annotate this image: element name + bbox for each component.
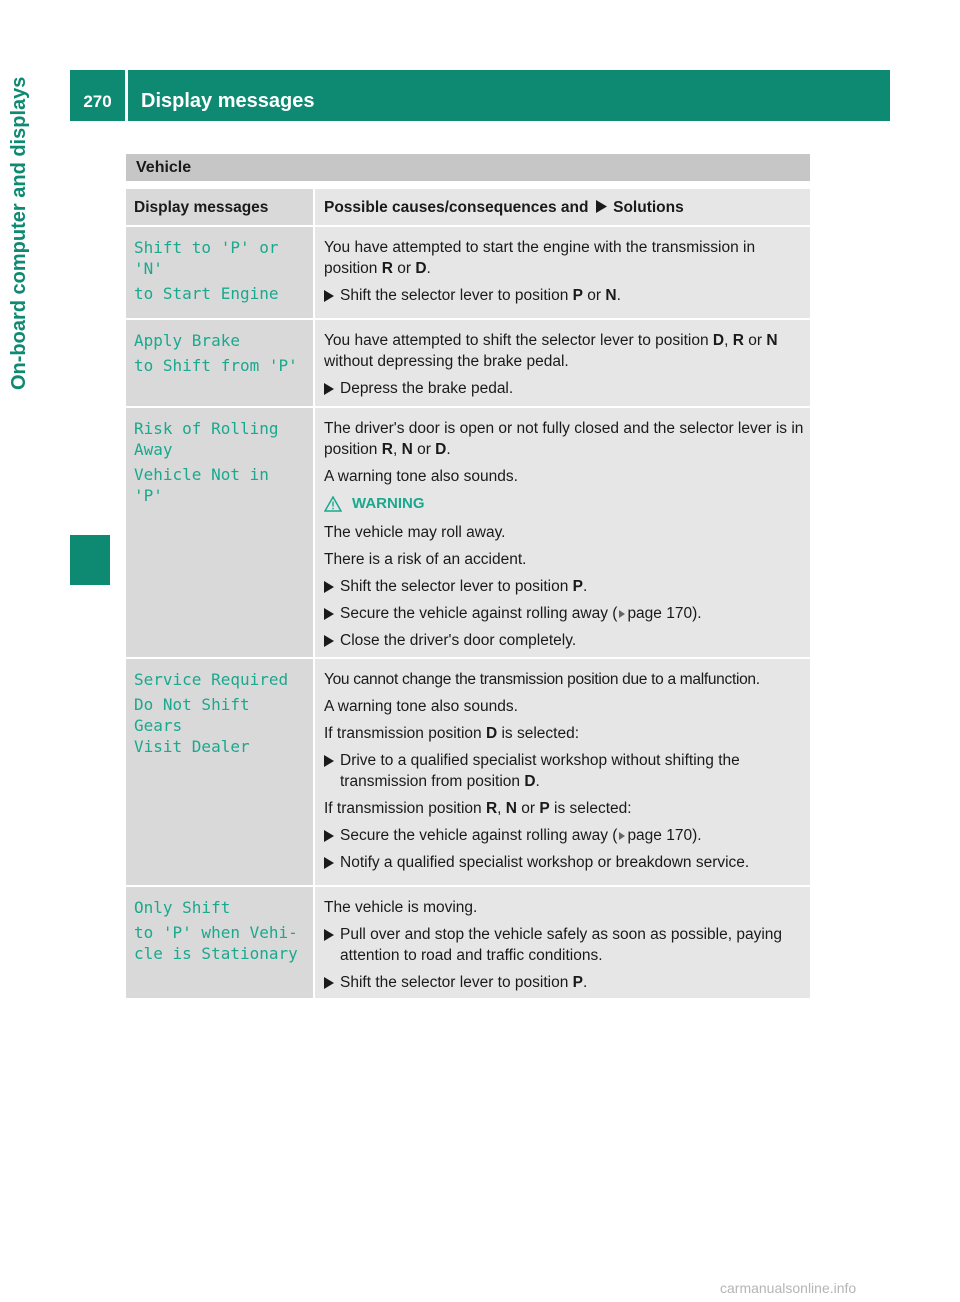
- table-row: [126, 659, 810, 885]
- arrow-right-icon: [324, 608, 334, 620]
- display-message: [126, 887, 313, 998]
- solution-step: Secure the vehicle against rolling away ( page 170).: [324, 825, 804, 846]
- message-line: Visit Dealer: [134, 737, 250, 756]
- chapter-side-label: On-board computer and displays: [8, 76, 30, 390]
- table-row: [126, 227, 810, 318]
- warning-text: There is a risk of an accident.: [324, 551, 527, 568]
- section-title: Vehicle: [126, 154, 810, 181]
- solution-cell: [315, 320, 810, 406]
- table-header-row: [126, 189, 810, 225]
- solution-cell: [315, 887, 810, 998]
- message-line: Vehicle Not in 'P': [134, 465, 269, 505]
- page-number: 270: [83, 92, 112, 111]
- table-row: [126, 320, 810, 406]
- message-line: Risk of Rolling: [134, 419, 279, 438]
- display-message: [126, 408, 313, 657]
- message-line: Service Required: [134, 670, 289, 689]
- col-header-solutions: [315, 189, 810, 225]
- page-ref-icon: [619, 832, 625, 840]
- arrow-right-icon: [324, 383, 334, 395]
- col-header-messages: Display messages: [126, 189, 313, 225]
- cause-text: The vehicle is moving.: [324, 899, 478, 916]
- display-message: [126, 659, 313, 885]
- arrow-right-icon: [324, 581, 334, 593]
- cause-text: You have attempted to start the engine with the transmission in position R or D.: [324, 239, 756, 277]
- arrow-right-icon: [324, 755, 334, 767]
- table-row: [126, 887, 810, 998]
- page-ref-icon: [619, 610, 625, 618]
- solution-step: Secure the vehicle against rolling away ( page 170).: [324, 603, 804, 624]
- solution-step: Pull over and stop the vehicle safely as soon as possible, paying attention to road and traffic conditions.: [324, 924, 804, 966]
- message-line: Apply Brake: [134, 331, 240, 350]
- message-line: Shift to 'P' or 'N': [134, 238, 279, 278]
- cause-text: If transmission position D is selected:: [324, 725, 580, 742]
- warning-triangle-icon: [324, 496, 342, 512]
- solution-step: Notify a qualified specialist workshop or breakdown service.: [324, 852, 804, 873]
- cause-text: The driver's door is open or not fully closed and the selector lever is in position R, N or D.: [324, 420, 804, 458]
- solution-step: Shift the selector lever to position P.: [324, 972, 804, 993]
- cause-text: You cannot change the transmission position due to a malfunction.: [324, 671, 760, 688]
- cause-text: If transmission position R, N or P is selected:: [324, 800, 632, 817]
- solution-cell: [315, 659, 810, 885]
- arrow-right-icon: [596, 200, 607, 213]
- arrow-right-icon: [324, 977, 334, 989]
- arrow-right-icon: [324, 857, 334, 869]
- display-message: [126, 320, 313, 406]
- solution-cell: [315, 227, 810, 318]
- message-line: cle is Stationary: [134, 944, 298, 963]
- solution-step: Close the driver's door completely.: [324, 630, 804, 651]
- cause-text: A warning tone also sounds.: [324, 698, 518, 715]
- warning-text: The vehicle may roll away.: [324, 524, 506, 541]
- arrow-right-icon: [324, 290, 334, 302]
- arrow-right-icon: [324, 830, 334, 842]
- arrow-right-icon: [324, 929, 334, 941]
- header-divider: [125, 70, 128, 121]
- table-row: [126, 408, 810, 657]
- solution-step: Shift the selector lever to position P or N.: [324, 285, 804, 306]
- solution-step: Drive to a qualified specialist workshop without shifting the transmission from position D.: [324, 750, 804, 792]
- message-line: Away: [134, 440, 173, 459]
- watermark-text: carmanualsonline.info: [720, 1280, 857, 1296]
- solution-step: Shift the selector lever to position P.: [324, 576, 804, 597]
- solution-cell: [315, 408, 810, 657]
- cause-text: You have attempted to shift the selector lever to position D, R or N without depressing the brake pedal.: [324, 332, 778, 370]
- warning-heading: WARNING: [324, 493, 804, 514]
- col-header-solutions-suffix: Solutions: [613, 199, 684, 216]
- cause-text: A warning tone also sounds.: [324, 468, 518, 485]
- solution-step: Depress the brake pedal.: [324, 378, 804, 399]
- arrow-right-icon: [324, 635, 334, 647]
- message-line: to 'P' when Vehi‐: [134, 923, 298, 942]
- chapter-side-marker: [70, 535, 110, 585]
- message-line: Only Shift: [134, 898, 231, 917]
- message-line: to Start Engine: [134, 284, 279, 303]
- page-title: Display messages: [141, 90, 315, 112]
- message-line: to Shift from 'P': [134, 356, 298, 375]
- display-message: [126, 227, 313, 318]
- message-line: Do Not Shift Gears: [134, 695, 250, 735]
- col-header-solutions-prefix: Possible causes/consequences and: [324, 199, 589, 216]
- display-messages-table: [126, 154, 810, 998]
